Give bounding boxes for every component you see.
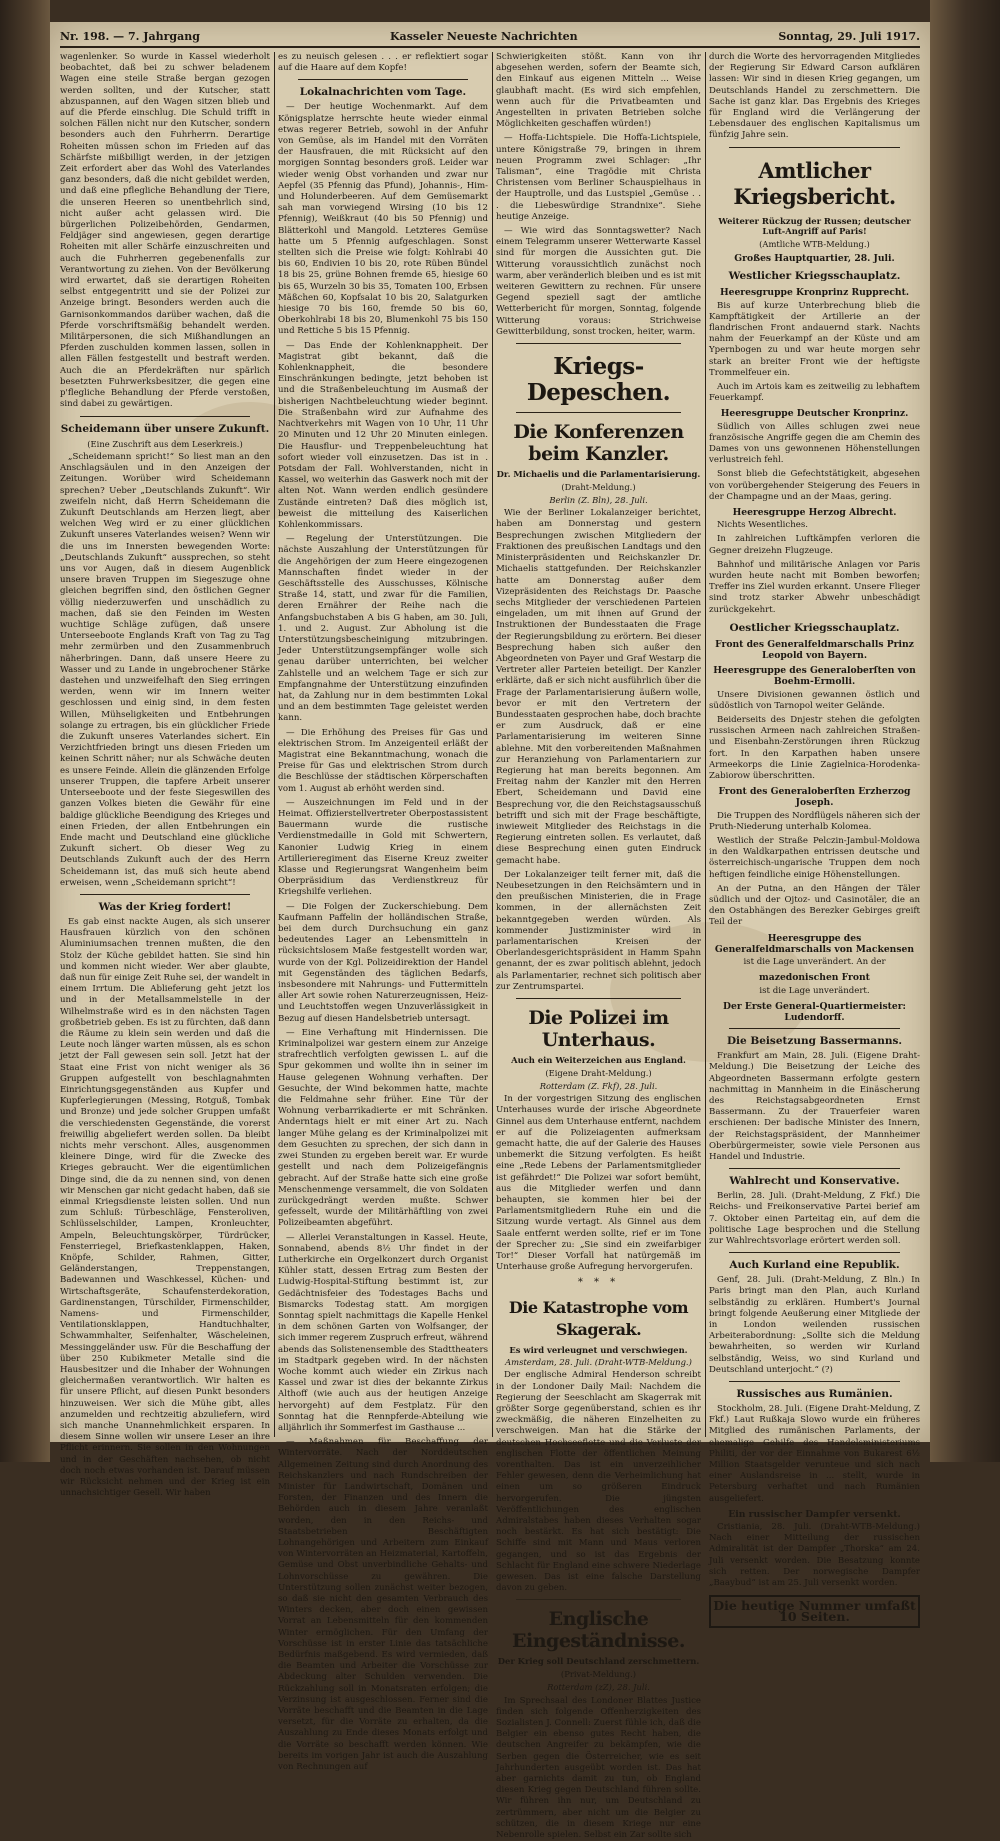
source-line: (Draht-Meldung.) — [561, 481, 636, 492]
article-text: — Hoffa-Lichtspiele. Die Hoffa-Lichtspiele, untere Königstraße 79, bringen in ihrem neuen Programm zwei Schlager: „Ihr Talisman“, eine Tragödie mit Christa Christensen vom Berliner Schauspielhaus in der Hauptrolle, und das Lustspiel „Gemüse . . . die Liebeswürdige Strandnixe“. Siehe heutige Anzeige. — [496, 133, 701, 222]
article-text: — Die Folgen der Zuckerschiebung. Dem Kaufmann Paffelin der holländischen Straße, bei dem durch Durchsuchung ein ganz bedeutendes Lager an Lebensmitteln in rücksichtslosem Maße festgestellt worden war, wurde von der Kgl. Polizeidirektion der Handel mit Gegenständen des täglichen Bedarfs, insbesondere mit Nahrungs- und Futtermitteln aller Art sowie rohen Naturerzeugnissen, Heiz- und Leuchtstoffen wegen Unzuverlässigkeit in Bezug auf diesen Handelsbetrieb untersagt. — [278, 901, 488, 1024]
headline-wahlrecht: Wahlrecht und Konservative. — [729, 1175, 900, 1188]
section-west: Westlicher Kriegsschauplatz. — [728, 270, 901, 283]
article-text: Im Sprechsaal des Londoner Blattes Justice finden sich folgende Offenherzigkeiten des Sozialisten J. Connell: Zuerst fühle ich, daß die Belgier ein ebenso gutes Recht haben, die deutschen Angreifer zu bekämpfen, wie die Serben gegen die Österreicher, wie es seit Jahrhunderten ausgeübt worden ist. Das hat aber garnichts damit zu tun, ob England diesen Krieg gegen Deutschland führen sollte. Wir führen ihn nur, um Deutschland zu zertrümmern, aber nicht um die Belgier zu schützen, die in diesem Kriege nur eine Nebenrolle spielen. Selbst ein Zar sollte sich — [496, 1695, 701, 1841]
separator — [729, 1252, 900, 1253]
subheadline: Dr. Michaelis und die Parlamentarisierung. — [496, 469, 701, 480]
separator — [729, 1381, 900, 1382]
source-line: (Eigene Draht-Meldung.) — [545, 1067, 652, 1078]
article-text: — Auszeichnungen im Feld und in der Heimat. Offizierstellvertreter Oberpostassistent Bauermann wurde die rustische Verdienstmedaille in Gold mit Schwertern, Kanonier Ludwig Krieg in einem Artillerieregiment das Eiserne Kreuz zweiter Klasse und Regierungsrat Wangenheim beim Oberpräsidium das Verdienstkreuz für Kriegshilfe verliehen. — [278, 797, 488, 898]
article-text: Südlich von Ailles schlugen zwei neue französische Angriffe gegen die am Chemin des Dames von uns gewonnenen Höhenstellungen verlustreich fehl. — [709, 421, 920, 466]
issue-date: Sonntag, 29. Juli 1917. — [778, 30, 920, 43]
column-rule — [705, 52, 706, 1437]
article-text: Nichts Wesentliches. — [717, 520, 808, 531]
article-text: Beiderseits des Dnjestr stehen die gefolgten russischen Armeen nach zahlreichen Straßen- und Eisenbahn-Zerstörungen ihren Rückzug fort. In den Karpathen haben unsere Armeekorps die Linie Zagielnica-Horodenka-Zabiorow überschritten. — [709, 715, 920, 782]
source-line: (Privat-Meldung.) — [560, 1668, 637, 1679]
headline-bassermann: Die Beisetzung Bassermanns. — [726, 1035, 903, 1048]
army-group: Heeresgruppe Kronprinz Rupprecht. — [719, 287, 910, 299]
separator — [516, 1599, 681, 1600]
newspaper-title: Kasseler Neueste Nachrichten — [390, 30, 578, 43]
subheadline: (Eine Zuschrift aus dem Leserkreis.) — [87, 438, 243, 449]
column-2 — [278, 52, 488, 1773]
article-text: — Eine Verhaftung mit Hindernissen. Die Kriminalpolizei war gestern einem zur Anzeige strafrechtlich verfolgten gewissen L. auf die Spur gekommen und wollte ihn in seiner im Hause gelegenen Wohnung verhaften. Der Gesuchte, der Wind bekommen hatte, machte die Feldmahne sehr früher. Eine Tür der Wohnung verbarrikadierte er mit Schränken. Anderntags hielt er mit einer Art zu. Nach langer Mühe gelang es der Kriminalpolizei mit dem Gesuchten zu sprechen, der sich dann in zwei Stunden zu ergeben bereit war. Er wurde gestellt und nach dem Polizeigefängnis gebracht. Auf der Straße hatte sich eine große Menschenmenge versammelt, die von Soldaten zurückgedrängt werden mußte. Schwer gefesselt, wurde der Militärhäftling von zwei Polizeibeamten abgeführt. — [278, 1027, 488, 1229]
headline-dampfer: Ein russischer Dampfer versenkt. — [728, 1508, 901, 1520]
article-text: Wie der Berliner Lokalanzeiger berichtet, haben am Donnerstag und gestern Besprechungen zwischen Mitgliedern der Fraktionen des preußischen Landtags und den Ministerpräsidenten und Reichskanzler Dr. Michaelis stattgefunden. Der Reichskanzler hatte am Donnerstag außer dem Vizepräsidenten des Reichstags Dr. Paasche sechs Mitglieder der verschiedenen Parteien eingeladen, um mit ihnen auf Grund der Instruktionen der Bundesstaaten die Frage der Regierungsbildung zu erörtern. Bei dieser Besprechung haben sich außer den Abgeordneten von Payer und Graf Westarp die Vertreter aller Parteien beteiligt. Der Kanzler erklärte, daß er sich nicht ausführlich über die Frage der Parlamentarisierung äußern wolle, bevor er mit den Vertretern der Bundesstaaten gesprochen habe, doch brachte er zum Ausdruck, daß er eine Parlamentarisierung im weiteren Sinne ablehne. Mit den vorbereitenden Maßnahmen zur Heranziehung von Parlamentariern zur Regierung hat man bereits begonnen. Am Freitag nahm der Kanzler mit den Herren Ebert, Scheidemann und David eine Besprechung vor, die den Reichstagsausschuß betrifft und sich mit der Frage beschäftigte, inwieweit Mitglieder des Reichstags in die Regierung eintreten sollen. Es verlautet, daß diese Besprechung einen guten Eindruck gemacht habe. — [496, 508, 701, 866]
headline-amtlicher-kriegsbericht: Amtlicher Kriegsbericht. — [733, 157, 896, 209]
army-group: Heeresgruppe Herzog Albrecht. — [732, 506, 897, 518]
article-text: Westlich der Straße Pelczin-Jambul-Moldowa in den Waldkarpathen entrissen deutsche und österreichisch-ungarische Truppen dem noch heftigen feindliche einige Höhenstellungen. — [709, 836, 920, 880]
article-text: Es gab einst nackte Augen, als sich unserer Hausfrauen kürzlich von den schönen Aluminiumsachen trennen mußten, die den Stolz der Küche gebildet hatten. Sie sind hin und kommen nicht wieder. Wer aber glaubte, daß nun für einige Zeit Ruhe sei, der wandelt in einem Irrtum. Die Ablieferung geht jetzt los und in der Metallsammelstelle in der Wilhelmstraße wird es in den nächsten Tagen großbetrieb geben. Es ist zu fürchten, daß dann die Räume zu klein sein werden und daß die Leute noch länger warten müssen, als es schon jetzt der Fall gewesen sein soll. Jetzt hat der Staat eine Frist von nicht weniger als 36 Gruppen aufgestellt von beschlagnahmten Einrichtungsgegenständen aus Kupfer und Kupferlegierungen (Messing, Rotguß, Tombak und Bronze) und jede solcher Gruppen umfaßt die verschiedensten Gegenstände, die vorerst freiwillig abgeliefert werden sollen. Da bleibt nichts mehr verschont. Alles, ausgenommen kleinere Dinge, wird für die Zwecke des Krieges gebraucht. Wer die eigentümlichen Dinge sind, die da zu nennen sind, von denen wir Menschen gar nicht gedacht haben, daß sie einmal Kriegsdienste leisten sollen. Und nun zum Schluß: Türbeschläge, Fensteroliven, Schlüsselschilder, Lampen, Kronleuchter, Ampeln, Beleuchtungskörper, Türdrücker, Fensterriegel, Briefkastenklappen, Haken, Knöpfe, Schilder, Rahmen, Gitter, Geländerstangen, Treppenstangen, Badewannen und Waschkessel, Küchen- und Wirtschaftsgeräte, Schaufensterdekoration, Gardinenstangen, Türschilder, Firmenschilder, Namens- und Firmenschilder, Ventilationsklappen, Handtuchhalter, Schwammhalter, Seifenhalter, Wäscheleinen, Messinggeländer usw. Für die Beschaffung der über 250 Kubikmeter Metalle sind die Hausbesitzer und die Inhaber der Wohnungen gleichermaßen verantwortlich. Wir halten es für unsere Pflicht, auf diesen Punkt besonders hinzuweisen. Wer sich die Mühe gibt, alles anzumelden und rechtzeitig abzuliefern, wird sich manche Unannehmlichkeit ersparen. In diesem Sinne wollen wir unsere Leser an ihre Pflicht erinnern. Sie sollen in den Wohnungen und in der Geschäften nachsehen, ob nicht doch noch etwas vorhanden ist. Darauf müssen wir Rücksicht nehmen und der Krieg ist ein unnachsichtiger Gesell. Wir haben — [60, 916, 270, 1499]
article-text: Bahnhof und militärische Anlagen vor Paris wurden heute nacht mit Bomben beworfen; Treffer ins Ziel wurden erkannt. Unsere Flieger sind trotz starker Abwehr unbeschädigt zurückgekehrt. — [709, 559, 920, 615]
separator — [729, 1028, 900, 1029]
article-text: Cristiania, 28. Juli. (Draht-WTB-Meldung.) Nach einer Mitteilung der russischen Admiralität ist der Dampfer „Thorska“ am 24. Juli versenkt worden. Die Besatzung konnte sich retten. Der norwegische Dampfer „Baaybud“ ist am 25. Juli versenkt worden. — [709, 1522, 920, 1589]
signature-ludendorff: Der Erste General-Quartiermeister: Ludendorff. — [723, 1000, 906, 1023]
column-3 — [496, 52, 702, 1841]
scan-left-edge — [0, 0, 50, 1462]
headline-englische-eingestaendnisse: Englische Eingeständnisse. — [512, 1608, 685, 1653]
headline-krieg-fordert: Was der Krieg fordert! — [98, 900, 232, 913]
masthead — [60, 28, 920, 48]
article-text: Auch im Artois kam es zeitweilig zu lebhaftem Feuerkampf. — [709, 381, 920, 404]
article-text: Der englische Admiral Henderson schreibt in der Londoner Daily Mail: Nachdem die Regierung der Seeschlacht am Skagerrak mit größter Sorge gegenüberstand, schien es ihr zweckmäßig, die näheren Einzelheiten zu verschweigen. Man hat die Stärke der deutschen Hochseeflotte und die Verluste der englischen Flotte der öffentlichen Meinung vorenthalten. Das ist ein unverzeihlicher Fehler gewesen, denn die Verheimlichung hat einen um so größeren Eindruck hervorgerufen. Die jüngsten Veröffentlichungen des englischen Admiralstabes haben dieses Verhalten sogar noch bestärkt. Es hat sich bestätigt: Die Schiffe sind mit Mann und Maus verloren gegangen, und so ist das Ergebnis der Schlacht für England eine schwere Niederlage gewesen. Das ist eine falsche Darstellung davon zu geben. — [496, 1370, 701, 1594]
newspaper-page — [50, 22, 930, 1841]
headline-scheidemann: Scheidemann über unsere Zukunft. — [60, 422, 270, 435]
subheadline: Es wird verleugnet und verschwiegen. — [509, 1344, 688, 1355]
star-divider: * * * — [577, 1277, 620, 1289]
subheadline: Der Krieg soll Deutschland zerschmettern. — [497, 1656, 700, 1667]
article-text: — Maßnahmen für Beschaffung der Wintervorräte. Nach der Norddeutschen Allgemeinen Zeitung sind durch Anordnung des Reichskanzlers und nach Rundschreiben der Minister für Landwirtschaft, Domänen und Forsten, der Finanzen und des Innern die Behörden auch in diesem Jahre veranlaßt worden, den in den Reichs- und Staatsbetrieben Beschäftigten Lohnangehörigen und Arbeitern zum Einkauf von Wintervorräten an Heizmaterial, Kartoffeln, Gemüse und Obst unverbindliche Gehalts- und Lohnvorschüsse zu gewähren. Die Unterstützung sollen zunächst weiter bezogen, so daß sie nicht den gesamten Verbrauch des Winters decken, aber doch einen gewissen Vorrat an Lebensmitteln für den kommenden Winter ermöglichen. Für den Umfang der Vorschüsse ist in erster Linie das tatsächliche Bedürfnis maßgebend. Es wird vermieden, daß die Beamten und Arbeiter die Vorschüsse zur Abdeckung alter Schulden verwenden. Die Rückzahlung soll in Monatsraten erfolgen; die Verzinsung ist ausgeschlossen. Ferner sind die Vorräte beschafft und die Beamten in die Lage versetzt, für die Vorräte zu erhalten, da die Auszahlung zu Ende dieses Monats erfolgt und die Vorräte so beschafft werden können. Wie bereits im vorigen Jahr ist auch die Auszahlung von Rechnungen auf — [278, 1437, 488, 1773]
separator — [516, 343, 681, 344]
dateline: Rotterdam (zZ), 28. Juli. — [547, 1682, 650, 1693]
separator — [516, 998, 681, 999]
article-text: — Der heutige Wochenmarkt. Auf dem Königsplatze herrschte heute wieder einmal etwas regerer Betrieb, sowohl in der Anfuhr von Gemüse, als im Handel mit den Vorräten der Hausfrauen, die mit Rücksicht auf den morgigen Sonntag besonders groß. Leider war wieder wenig Obst vorhanden und zwar nur Aepfel (35 Pfennig das Pfund), Johannis-, Him- und Holunderbeeren. Auf dem Gemüsemarkt sah man vorwiegend Wirsing (10 bis 12 Pfennig), Weißkraut (40 bis 50 Pfennig) und Blätterkohl und Mangold. Letzteres Gemüse hatte um 5 Pfennig aufgeschlagen. Sonst stellten sich die Preise wie folgt: Kohlrabi 40 bis 60, Endivien 10 bis 20, rote Rüben Bündel 18 bis 25, grüne Bohnen fremde 65, hiesige 60 bis 65, Wurzeln 30 bis 35, Tomaten 100, Erbsen Mäßchen 60, Kopfsalat 10 bis 20, Salatgurken hiesige 70 bis 160, fremde 50 bis 60, Oberkohlrabi 18 bis 20, Blumenkohl 75 bis 150 und Rettiche 5 bis 15 Pfennig. — [278, 102, 488, 337]
article-text: Genf, 28. Juli. (Draht-Meldung, Z Bln.) In Paris bringt man den Plan, auch Kurland selbständig zu erklären. Humbert's Journal bringt folgende Aeußerung einer Mitgliede der in London weilenden russischen Arbeiterabordnung: „Sollte sich die Meldung bewahrheiten, so werden wir Kurland selbständig, Weiss, wo sind Kurland und Deutschland unterjocht.“ (?) — [709, 1275, 920, 1375]
subheadline: Auch ein Weiterzeichen aus England. — [511, 1055, 686, 1066]
headline-lokalnachrichten: Lokalnachrichten vom Tage. — [299, 86, 467, 99]
army-group: mazedonischen Front — [759, 972, 870, 984]
article-text: Der Lokalanzeiger teilt ferner mit, daß die Neubesetzungen in den Reichsämtern und in den preußischen Ministerien, die in Frage kommen, in der allernächsten Zeit bekanntgegeben werden würden. Als kommender Justizminister wird in parlamentarischen Kreisen der Oberlandesgerichtspräsident in Hamm Spahn genannt, der es zwar politisch ablehnt, jedoch als Parlamentarier, rechnet sich politisch aber zur Zentrumspartei. — [496, 869, 701, 992]
column-4 — [709, 52, 920, 1625]
headline-polizei-unterhaus: Die Polizei im Unterhaus. — [528, 1007, 669, 1052]
article-text: — Die Erhöhung des Preises für Gas und elektrischen Strom. Im Anzeigenteil erläßt der Magistrat eine Bekanntmachung, wonach die Preise für Gas und elektrischen Strom durch die Beschlüsse der städtischen Körperschaften vom 1. August ab erhöht werden sind. — [278, 727, 488, 794]
headline-skagerak: Die Katastrophe vom Skagerak. — [508, 1297, 689, 1339]
article-text: durch die Worte des hervorragenden Mitgliedes der Regierung Sir Edward Carson aufklären lassen: Wir sind in diesen Krieg gegangen, um Deutschlands Handel zu zerschmettern. Die Sache ist ganz klar. Das Ergebnis des Krieges für England wird die Verlängerung der Lebensdauer des englischen Kapitalismus um fünfzig Jahre sein. — [709, 52, 920, 141]
article-text: wagenlenker. So wurde in Kassel wiederholt beobachtet, daß bei zu schwer beladenem Wagen eine steile Straße bergan gezogen werden sollten, und der Kutscher, statt abzuspannen, auf den Wagen sitzen blieb und auf die Pferde einschlug. Die Schuld trifft in solchen Fällen nicht nur den Kutscher, sondern besonders auch den Fuhrherrn. Derartige Roheiten müssen schon im Frieden auf das Schärfste mißbilligt werden, in der jetzigen Zeit erfordert aber das Wohl des Vaterlandes ganz besonders, daß die nicht gebildet werden, und daß eine pflegliche Behandlung der Tiere, die unseren Heeren so unentbehrlich sind, nicht außer acht gelassen wird. Die bürgerlichen Polizeibehörden, Gendarmen, Feldjäger sind angewiesen, gegen derartige Roheiten mit aller Schärfe einzuschreiten und auch die Fuhrherren gegebenenfalls zur Verantwortung zu ziehen. Von der Bevölkerung wird erwartet, daß sie derartigen Roheiten selbst entgegentritt und sie der Polizei zur Anzeige bringt. Besonders werden auch die Garnisonkommandos darüber wachen, daß die Pferde vorschriftsmäßig behandelt werden. Militärpersonen, die sich Mißhandlungen an Pferden zuschulden kommen lassen, sollen in allen Fällen festgestellt und bestraft werden. Auch die an Pferdekräften nur spärlich besetzten Fuhrwerksbesitzer, die gegen eine p'flegliche Behandlung der Pferde verstoßen, sind dabei zu gewärtigen. — [60, 52, 270, 410]
article-text: Berlin, 28. Juli. (Draht-Meldung, Z Fkf.) Die Reichs- und Freikonservative Partei berief am 7. Oktober einen Parteitag ein, auf dem die politische Lage besprochen und die Stellung zur Wahlrechtsvorlage erörtert werden soll. — [709, 1191, 920, 1246]
article-text: In der vorgestrigen Sitzung des englischen Unterhauses wurde der irische Abgeordnete Ginnel aus dem Unterhause entfernt, nachdem er auf die Polizeiagenten aufmerksam gemacht hatte, die auf der Galerie des Hauses unbemerkt die Sitzung verfolgten. Es heißt eine „Rede Lebens der Parlamentsmitglieder ist gefährdet!“ Die Polizei war sofort bemüht, aus die Mitglieder werfen und dann behaupten, sie kommen hier bei der Parlamentsmitgliedern Ruhe ein und die Sitzung wurde vertagt. Als Ginnel aus dem Saale entfernt werden sollte, rief er im Tone der Sprecher zu: „Sie sind ein zweifarbiger Tor!“ Dieser Vorfall hat natürgemäß im Unterhause große Aufregung hervorgerufen. — [496, 1094, 702, 1273]
issue-number: Nr. 198. — 7. Jahrgang — [60, 30, 200, 43]
column-rule — [274, 52, 275, 1437]
article-text: Bis auf kurze Unterbrechung blieb die Kampftätigkeit der Artillerie an der flandrischen Front andauernd stark. Nachts nahm der Feuerkampf an der Küste und am Ypernbogen zu und war heute morgen sehr stark an breiter Front wie der heftigste Trommelfeuer ein. — [709, 300, 920, 378]
source-line: (Amtliche WTB-Meldung.) — [759, 238, 870, 249]
headline-kriegs-depeschen: Kriegs-Depeschen. — [526, 353, 671, 407]
page-count-notice: Die heutige Nummer umfaßt 10 Seiten. — [709, 1595, 920, 1627]
separator — [298, 79, 468, 80]
army-group: Heeresgruppe Deutscher Kronprinz. — [720, 408, 909, 420]
article-text: „Scheidemann spricht!“ So liest man an den Anschlagsäulen und in den Anzeigen der Zeitungen. Worüber wird Scheidemann sprechen? Ueber „Deutschlands Zukunft“. Wir zweifeln nicht, daß Herrn Scheidemann die Zukunft Deutschlands am Herzen liegt, aber welchen Weg wird er zu einer glücklichen Zukunft unseres Vaterlandes weisen? Wenn wir die uns im Innersten bewegenden Worte: „Deutschlands Zukunft“ aussprechen, so steht uns vor Augen, daß in diesem Augenblick unsere braven Truppen im Siegeszuge ohne gleichen begriffen sind, den östlichen Gegner völlig niederzuwerfen und unschädlich zu machen, daß sie den Feinden im Westen wuchtige Schläge zufügen, daß unsere Unterseeboote Englands Kraft von Tag zu Tag mehr zermürben und den Zusammenbruch näherbringen. Dann, daß unsere Heere zu Wasser und zu Lande in ungebrochener Stärke dastehen und unzweifelhaft den Sieg erringen werden, wenn wir im Innern weiter geschlossen und einig sind, in dem festen Willen, Mühseligkeiten und Entbehrungen solange zu ertragen, bis ein glücklicher Friede die Zukunft unseres Vaterlandes sichert. Ein Verzichtfrieden bringt uns diesen Frieden um keinen Schritt näher; nur als Schwäche deuten es unsere Feinde. Allein die glänzenden Erfolge unserer Truppen, die tapfere Arbeit unserer Unterseeboote und der feste Siegeswillen des ganzen Volkes bieten die Gewähr für eine baldige glückliche Beendigung des Krieges und einen Frieden, der allen Entbehrungen ein Ende macht und Deutschland eine glückliche Zukunft sichert. Ob dieser Weg zu Deutschlands Zukunft auch der des Herrn Scheidemann ist, das muß sich heute abend erweisen, wenn „Scheidemann spricht“! — [60, 452, 270, 888]
section-ost: Oestlicher Kriegsschauplatz. — [729, 621, 900, 634]
article-text: — Das Ende der Kohlenknappheit. Der Magistrat gibt bekannt, daß die Kohlenknappheit, die besondere Einschränkungen bedingte, jetzt behoben ist und die Straßenbeleuchtung im Ausmaß der bisherigen Nachtbeleuchtung wieder beginnt. Die Straßenbahn wird zur Aufnahme des Nachtverkehrs mit Wagen von 10 Uhr, 11 Uhr 20 Minuten und 12 Uhr 20 Minuten einlegen. Die Hausflur- und Treppenbeleuchtung hat sofort wieder voll einzusetzen. Das ist in . Potsdam der Fall. Wohlverstanden, nicht in Kassel, wo weiterhin das Gaswerk noch mit der alten Not. Wann werden endlich gesündere Zustände eintreten? Daß dies möglich ist, beweist die mitteilung des Kaiserlichen Kohlenkommissars. — [278, 340, 488, 530]
separator — [729, 1168, 900, 1169]
column-1 — [60, 52, 270, 1499]
article-text: es zu neuisch gelesen . . . er reflektiert sogar auf die Haare auf dem Kopfe! — [278, 52, 488, 74]
article-text: — Regelung der Unterstützungen. Die nächste Auszahlung der Unterstützungen für die Angehörigen der zum Heere eingezogenen Mannschaften findet wieder in der Geschäftsstelle des Ausschusses, Kölnische Straße 14, statt, und zwar für die Familien, deren Ernährer der Reihe nach die Anfangsbuchstaben A bis G haben, am 30. Juli, 1. und 2. August. Zur Abholung ist die Unterstützungsbescheinigung mitzubringen. Jeder Unterstützungsempfänger wolle sich genau darüber unterrichten, bei welcher Zahlstelle und an welchem Tage er sich zur Empfangnahme der Unterstützung einzufinden hat, da Zahlung nur in dem bestimmten Lokal und an dem bestimmten Tage geleistet werden kann. — [278, 534, 488, 724]
dateline: Amsterdam, 28. Juli. (Draht-WTB-Meldung.) — [505, 1357, 692, 1368]
article-text: Schwierigkeiten stößt. Kann von ihr abgesehen werden, sofern der Beamte sich, den Einkauf aus eigenen Mitteln ... Weise glaubhaft macht. (Es wird sich empfehlen, wenn auch für die Privatbeamten und Angestellten in privaten Betrieben solche Möglichkeiten geschaffen würden!) — [496, 52, 701, 130]
dateline: Großes Hauptquartier, 28. Juli. — [734, 253, 895, 265]
separator — [80, 416, 250, 417]
separator — [80, 894, 250, 895]
column-rule — [492, 52, 493, 1437]
army-group: Heeresgruppe des Generaloberſten von Boehm-Ermolli. — [713, 665, 916, 688]
article-text: Frankfurt am Main, 28. Juli. (Eigene Draht-Meldung.) Die Beisetzung der Leiche des Abgeordneten Bassermann erfolgte gestern nachmittag in Mannheim in die Einäscherung des Reichstagsabgeordneten Ernst Bassermann. Zu der Trauerfeier waren erschienen: Der badische Minister des Innern, der Reichstagspräsident, der Mannheimer Oberbürgermeister, sowie viele Personen aus Handel und Industrie. — [709, 1051, 920, 1162]
army-group: Front des Generalfeldmarschalls Prinz Leopold von Bayern. — [715, 638, 914, 662]
headline-konferenzen: Die Konferenzen beim Kanzler. — [513, 421, 684, 466]
army-group: Front des Generaloberſten Erzherzog Joseph. — [718, 786, 911, 809]
scan-right-edge — [930, 0, 1000, 1462]
dateline: Berlin (Z. Bln), 28. Juli. — [549, 495, 648, 506]
separator — [729, 147, 900, 148]
army-group: Heeresgruppe des Generalfeldmarschalls von Mackensen — [714, 932, 915, 955]
headline-rumaenien: Russisches aus Rumänien. — [736, 1387, 893, 1400]
article-text: ist die Lage unverändert. — [759, 985, 870, 996]
dateline: Rotterdam (Z. Fkf), 28. Juli. — [539, 1081, 658, 1092]
article-text: Stockholm, 28. Juli. (Eigene Draht-Meldung, Z Fkf.) Laut Rußkaja Slowo wurde ein früheres Mitglied des rumänischen Parlaments, der ehemalige Gehilfe des Handelsministeriums Philiti, der vor der Einnahme von Bukarest 6½ Million Staatsgelder verunteue und sich nach einer Auslandsreise in ... stellt, wurde in Petersburg verhaftet und nach Rumänien ausgeliefert. — [709, 1403, 920, 1504]
headline-kurland: Auch Kurland eine Republik. — [729, 1259, 900, 1272]
article-text: An der Putna, an den Hängen der Täler südlich und der Ojtoz- und Casinotäler, die an den Ostabhängen des Berezker Gebirges greift Teil der — [709, 883, 920, 928]
article-text: — Wie wird das Sonntagswetter? Nach einem Telegramm unserer Wetterwarte Kassel sind für morgen die Aussichten gut. Die Witterung voraussichtlich zunächst noch warm, aber veränderlich bleiben und es ist mit weiteren Gewittern zu rechnen. Für unsere Gegend speziell sagt der amtliche Wetterbericht für morgen, Sonntag, folgende Witterung voraus: Strichweise Gewitterbildung, sonst trocken, heiter, warm. — [496, 226, 701, 337]
article-text: ist die Lage unverändert. An der — [743, 957, 886, 968]
article-text: Sonst blieb die Gefechtstätigkeit, abgesehen von vorübergehender Steigerung des Feuers in der Champagne und an der Maas, gering. — [709, 469, 920, 502]
subheadline: Weiterer Rückzug der Russen; deutscher Luft-Angriff auf Paris! — [718, 215, 911, 237]
article-text: Die Truppen des Nordflügels näheren sich der Pruth-Niederung unterhalb Kolomea. — [709, 810, 920, 832]
article-text: Unsere Divisionen gewannen östlich und südöstlich von Tarnopol weiter Gelände. — [709, 689, 920, 711]
article-text: In zahlreichen Luftkämpfen verloren die Gegner dreizehn Flugzeuge. — [709, 534, 920, 556]
article-text: — Allerlei Veranstaltungen in Kassel. Heute, Sonnabend, abends 8½ Uhr findet in der Lutherkirche ein Orgelkonzert durch Organist Kühler statt, dessen Ertrag zum Besten der Ludwig-Hospital-Stiftung bestimmt ist, zur Gedächtnisfeier des Todestages Bachs und Bismarcks Todestag statt. Am morgigen Sonntag spielt nachmittags die Kapelle Henkel in dem schönen Garten von Wolfsanger, der sich immer regerem Zuspruch erfreut, während abends das Solistenensemble des Stadttheaters im Stadtpark gegeben wird. In der nächsten Woche kommt auch wieder ein Zirkus nach Kassel und zwar ist dies der bekannte Zirkus Althoff (wie auch aus der heutigen Anzeige hervorgeht) auf dem Festplatz. Für den Sonntag hat die Rennpferde-Abteilung wie alljährlich ihr Sommerfest im Gasthause ... — [278, 1232, 488, 1433]
separator — [516, 412, 681, 413]
